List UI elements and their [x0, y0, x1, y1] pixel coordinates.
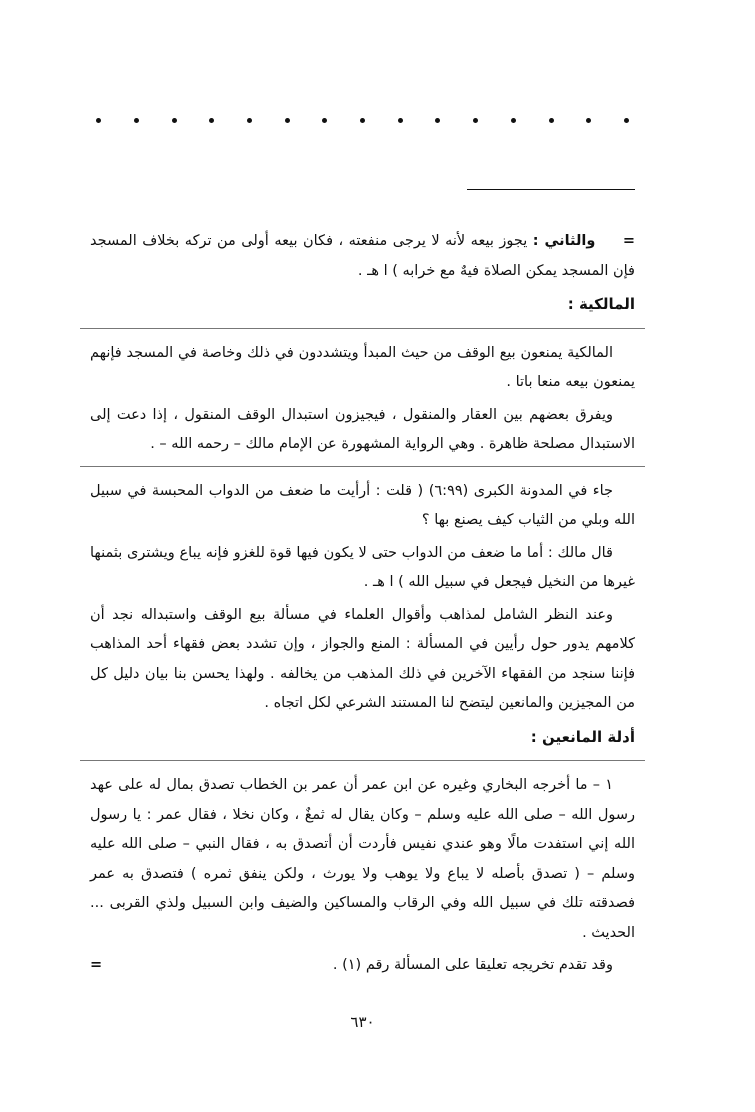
leader-dot	[322, 118, 327, 123]
paragraph-malikiya-position: المالكية يمنعون بيع الوقف من حيث المبدأ ويتشددون في ذلك وخاصة في المسجد فإنهم يمنعون بيعه منعا باتا .	[90, 344, 635, 390]
paragraph-takhrij-note	[90, 951, 635, 981]
section-divider	[80, 760, 645, 761]
paragraph-lead: والثاني :	[532, 233, 596, 249]
leader-dot	[473, 118, 478, 123]
leader-dot	[586, 118, 591, 123]
footnote-body	[90, 227, 635, 984]
continuation-marker: =	[622, 233, 635, 249]
leader-dot	[209, 118, 214, 123]
takhrij-text: وقد تقدم تخريجه تعليقا على المسألة رقم (١) .	[332, 957, 613, 973]
leader-dot	[435, 118, 440, 123]
footnote-separator-rule	[467, 189, 635, 190]
leader-dot	[360, 118, 365, 123]
leader-dot	[511, 118, 516, 123]
document-page	[90, 0, 635, 1112]
paragraph-malik-answer: قال مالك : أما ما ضعف من الدواب حتى لا يكون فيها قوة للغزو فإنه يباع ويشترى بثمنها غيرها من النخيل فيجعل في سبيل الله ) ا هـ .	[90, 544, 635, 590]
leader-dot	[624, 118, 629, 123]
section-heading-evidence-of-prohibitors: أدلة المانعين :	[530, 727, 635, 746]
section-divider	[80, 328, 645, 329]
paragraph-comprehensive-view: وعند النظر الشامل لمذاهب وأقوال العلماء في مسألة بيع الوقف واستبداله نجد أن كلامهم يدور حول رأيين في المسألة : المنع والجواز ، وإن تشدد بعض فقهاء أحد المذاهب فإننا سنجد من الفقهاء الآخرين في ذلك المذهب من يخالفه . ولهذا يحسن بنا بيان دليل كل من المجيزين والمانعين ليتضح لنا المستند الشرعي لكل اتجاه .	[90, 606, 635, 711]
leader-dot	[247, 118, 252, 123]
paragraph-movable-property: ويفرق بعضهم بين العقار والمنقول ، فيجيزون استبدال الوقف المنقول ، إذا دعت إلى الاستبدال مصلحة ظاهرة . وهي الرواية المشهورة عن الإمام مالك – رحمه الله – .	[90, 406, 635, 452]
leader-dot	[172, 118, 177, 123]
leader-dot	[398, 118, 403, 123]
leader-dot	[96, 118, 101, 123]
paragraph-mudawwana-question: جاء في المدونة الكبرى (٦:٩٩) ( قلت : أرأيت ما ضعف من الدواب المحبسة في سبيل الله وبلي من الثياب كيف يصنع بها ؟	[90, 482, 635, 528]
section-divider	[80, 466, 645, 467]
paragraph-second-opinion	[90, 227, 635, 286]
leader-dot	[549, 118, 554, 123]
paragraph-bukhari-hadith: ١ – ما أخرجه البخاري وغيره عن ابن عمر أن عمر بن الخطاب تصدق بمال له على عهد رسول الله – صلى الله عليه وسلم – وكان يقال له ثمغٌ ، وكان نخلا ، فقال عمر : يا رسول الله إني استفدت مالًا وهو عندي نفيس فأردت أن أتصدق به ، فقال النبي – صلى الله عليه وسلم – ( تصدق بأصله لا يباع ولا يوهب ولا يورث ، ولكن ينفق ثمره ) فتصدق به عمر فصدقته تلك في سبيل الله وفي الرقاب والمساكين والضيف وابن السبيل ولذي القربى ... الحديث .	[90, 777, 635, 941]
continuation-marker: =	[90, 957, 103, 973]
dot-leader-row	[90, 118, 635, 123]
section-heading-malikiya: المالكية :	[567, 295, 635, 313]
leader-dot	[285, 118, 290, 123]
paragraph-text: يجوز بيعه لأنه لا يرجى منفعته ، فكان بيعه أولى من تركه بخلاف المسجد فإن المسجد يمكن الصلاة فيهٌ مع خرابه ) ا هـ .	[90, 233, 635, 279]
page-number: ٦٣٠	[350, 1013, 375, 1031]
leader-dot	[134, 118, 139, 123]
